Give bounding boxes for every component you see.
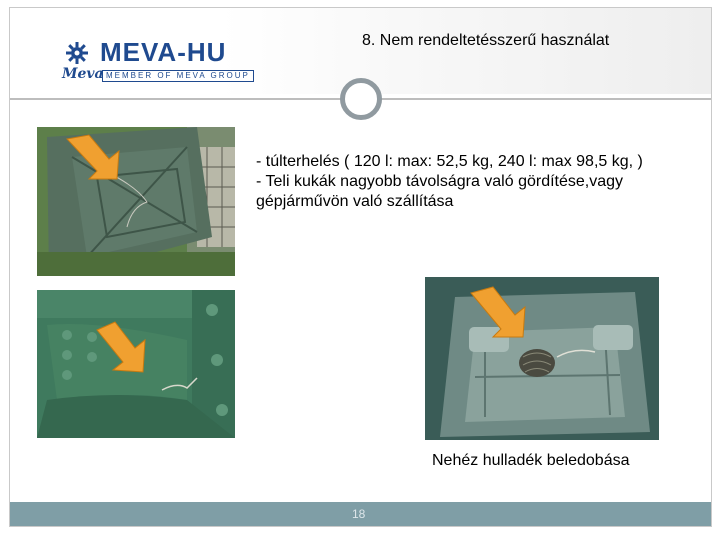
logo-script: Meva [62,66,104,82]
bullet-list [256,152,706,212]
photo-caption: Nehéz hulladék beledobása [432,452,630,469]
meva-logo [62,36,250,84]
circle-ring-icon [340,78,382,120]
page-number: 18 [352,507,366,521]
slide-title: 8. Nem rendeltetésszerű használat [362,32,610,49]
logo-tagline: MEMBER OF MEVA GROUP [102,70,254,82]
bullet-item-overload: - túlterhelés ( 120 l: max: 52,5 kg, 240 l: max 98,5 kg, ) [256,153,643,170]
photo-heavy-waste [425,277,659,440]
photo-overloaded-lid [37,127,235,276]
logo-name: MEVA-HU [100,37,227,67]
bullet-item-transport: gépjárművön való szállítása [256,193,454,210]
gear-icon [66,42,88,64]
bullet-item-rolling: - Teli kukák nagyobb távolságra való gördítése,vagy [256,173,624,190]
photo-cracked-bin [37,290,235,438]
